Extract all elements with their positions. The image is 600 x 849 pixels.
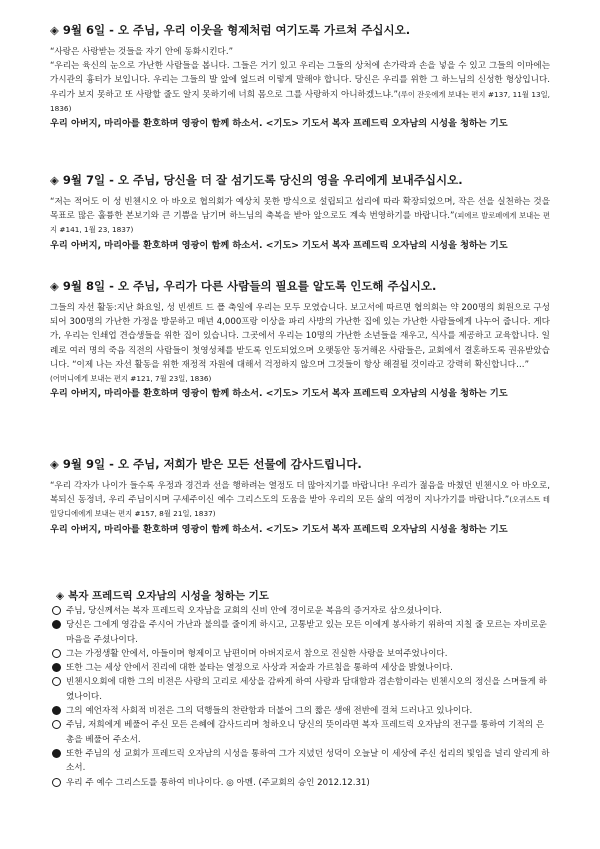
- filled-circle-icon: [52, 663, 61, 672]
- prayer-item-text: 우리 주 예수 그리스도를 통하여 비나이다. ◎ 아멘. (주교회의 승인 2012.12.31): [66, 777, 370, 788]
- open-circle-icon: [52, 677, 61, 686]
- canonization-prayer: [52, 588, 550, 790]
- quote-text: “사랑은 사랑받는 것들을 자기 안에 동화시킨다.” “우리는 육신의 눈으로 가난한 사람들을 봅니다. 그들은 거기 있고 우리는 그들의 상처에 손가락과 손을 넣을 수 있고 그들의 이마에는 가시관의 흉터가 보입니다. 우리는 그들의 발 앞에 엎드려 이렇게 말해야 합니다. 당신은 우리를 위한 그 하느님의 신성한 형상입니다. 우리가 보지 못하고 또 사랑할 줄도 알지 못하기에 너희 몸으로 그를 사랑하지 아니하겠느냐.”: [50, 47, 550, 100]
- canonization-title: [56, 588, 550, 604]
- prayer-item: [52, 618, 550, 647]
- prayer-item: [52, 747, 550, 776]
- diamond-icon: ◈: [56, 590, 65, 602]
- day-title: [50, 172, 550, 188]
- diamond-icon: ◈: [50, 279, 59, 293]
- prayer-line: 우리 아버지, 마리아를 환호하며 영광이 함께 하소서. <기도> 기도서 복자 프레드릭 오자남의 시성을 청하는 기도: [50, 388, 508, 400]
- prayer-item-text: 주님, 당신께서는 복자 프레드릭 오자남을 교회의 신비 안에 경이로운 복음의 증거자로 삼으셨나이다.: [66, 606, 442, 616]
- prayer-item: [52, 604, 550, 618]
- quote-text: “우리 각자가 나이가 들수록 우정과 경건과 선을 행하려는 열정도 더 많아지기를 바랍니다! 우리가 젊음을 바쳤던 빈첸시오 아 바오로, 복되신 동정녀, 우리 주님이시며 구세주이신 예수 그리스도의 도움을 받아 우리의 모든 삶의 여정이 지나가기를 바랍니다.”: [50, 481, 550, 506]
- quote-source: (루이 잔옷에게 보내는 편지 #137, 11월 13일, 1836): [50, 89, 550, 113]
- prayer-item-text: 그의 예언자적 사회적 비전은 그의 덕행들의 찬란함과 더불어 그의 짧은 생애 전반에 걸쳐 드러나고 있나이다.: [66, 706, 473, 717]
- prayer-line: 우리 아버지, 마리아를 환호하며 영광이 함께 하소서. <기도> 기도서 복자 프레드릭 오자남의 시성을 청하는 기도: [50, 239, 508, 251]
- prayer-item-text: 빈첸시오회에 대한 그의 비전은 사랑의 고리로 세상을 감싸게 하여 사랑과 담대함과 겸손함이라는 빈첸시오의 정신을 스며들게 하였나이다.: [66, 677, 547, 702]
- prayer-item-text: 주님, 저희에게 베풀어 주신 모든 은혜에 감사드리며 청하오니 당신의 뜻이라면 복자 프레드릭 오자남의 전구를 통하여 기적의 은총을 베풀어 주소서.: [66, 720, 545, 745]
- quote-body: [50, 45, 550, 116]
- prayer-line: 우리 아버지, 마리아를 환호하며 영광이 함께 하소서. <기도> 기도서 복자 프레드릭 오자남의 시성을 청하는 기도: [50, 523, 508, 535]
- prayer-item: [52, 661, 550, 675]
- diamond-icon: ◈: [50, 457, 59, 471]
- quote-source: (오귀스트 테일당디에에게 보내는 편지 #157, 8월 21일, 1837): [50, 495, 550, 519]
- section-sep-9: [50, 456, 550, 537]
- filled-circle-icon: [52, 706, 61, 715]
- prayer-item-text: 또한 주님의 성 교회가 프레드릭 오자남의 시성을 통하여 그가 지녔던 성덕이 오늘날 이 세상에 주신 섭리의 빛임을 널리 알리게 하소서.: [66, 748, 550, 774]
- filled-circle-icon: [52, 749, 61, 758]
- quote-body: [50, 301, 550, 386]
- day-title-text: 9월 9일 - 오 주님, 저희가 받은 모든 선물에 감사드립니다.: [62, 457, 362, 471]
- prayer-item-text: 그는 가정생활 안에서, 아들이며 형제이고 남편이며 아버지로서 참으로 진실한 사랑을 보여주었나이다.: [66, 648, 448, 659]
- prayer-item: [52, 704, 550, 718]
- filled-circle-icon: [52, 620, 61, 629]
- prayer-items: [52, 604, 550, 790]
- day-title: [50, 278, 550, 294]
- prayer-item: [52, 776, 550, 790]
- canonization-title-text: 복자 프레드릭 오자남의 시성을 청하는 기도: [68, 590, 269, 602]
- prayer-item-text: 또한 그는 세상 안에서 진리에 대한 불타는 열정으로 사상과 저술과 가르침을 통하여 세상을 밝혔나이다.: [66, 663, 453, 674]
- section-sep-8: [50, 278, 550, 401]
- section-sep-7: [50, 172, 550, 253]
- quote-source: (어머니에게 보내는 편지 #121, 7월 23일, 1836): [50, 374, 212, 384]
- quote-text: “저는 적어도 이 성 빈첸시오 아 바오로 협의회가 예상치 못한 방식으로 설립되고 섭리에 따라 확장되었으며, 작은 선을 실천하는 것을 목표로 많은 훌륭한 본보기와 큰 기쁨을 남기며 하느님의 축복을 받아 앞으로도 계속 번영하기를 바랍니다.”: [50, 197, 550, 222]
- day-title-text: 9월 8일 - 오 주님, 우리가 다른 사람들의 필요를 알도록 인도해 주십시오.: [62, 279, 437, 293]
- quote-text: 그들의 자선 활동:지난 화요일, 성 빈센트 드 폴 축일에 우리는 모두 모였습니다. 보고서에 따르면 협의회는 약 200명의 회원으로 구성되어 300명의 가난한 가정을 방문하고 매년 4,000프랑 이상을 파리 사방의 가난한 집에 있는 가난한 사람들에게 나누어 줍니다. 게다가, 우리는 인쇄업 견습생들을 위한 집이 있습니다. 그곳에서 우리는 10명의 가난한 소년들을 재우고, 식사를 제공하고 교육합니다. 일례로 여러 명의 죽음 직전의 사람들이 첫영성체를 받도록 인도되었으며 오랫동안 동거해온 사람들은, 교회에서 결혼하도록 권유받았습니다. “이제 나는 자선 활동을 위한 재정적 자원에 대해서 걱정하지 않으며 그것들이 항상 해결될 것이라고 강력히 확신합니다…”: [50, 303, 550, 370]
- prayer-item-text: 당신은 그에게 영감을 주시어 가난과 불의를 줄이게 하시고, 고통받고 있는 모든 이에게 봉사하기 위하여 지칠 줄 모르는 자비로운 마음을 주셨나이다.: [66, 620, 547, 645]
- day-title: [50, 456, 550, 472]
- diamond-icon: ◈: [50, 23, 59, 37]
- quote-body: [50, 479, 550, 522]
- open-circle-icon: [52, 649, 61, 658]
- open-circle-icon: [52, 606, 61, 615]
- prayer-item: [52, 718, 550, 747]
- open-circle-icon: [52, 720, 61, 729]
- quote-body: [50, 195, 550, 238]
- prayer-item: [52, 675, 550, 704]
- prayer-item: [52, 647, 550, 661]
- day-title: [50, 22, 550, 38]
- prayer-line: 우리 아버지, 마리아를 환호하며 영광이 함께 하소서. <기도> 기도서 복자 프레드릭 오자남의 시성을 청하는 기도: [50, 118, 508, 130]
- open-circle-icon: [52, 778, 61, 787]
- diamond-icon: ◈: [50, 173, 59, 187]
- day-title-text: 9월 6일 - 오 주님, 우리 이웃을 형제처럼 여기도록 가르쳐 주십시오.: [62, 23, 411, 37]
- section-sep-6: [50, 22, 550, 131]
- quote-source: (피에르 발로페에게 보내는 편지 #141, 1월 23, 1837): [50, 211, 551, 235]
- day-title-text: 9월 7일 - 오 주님, 당신을 더 잘 섬기도록 당신의 영을 우리에게 보내주십시오.: [62, 173, 463, 187]
